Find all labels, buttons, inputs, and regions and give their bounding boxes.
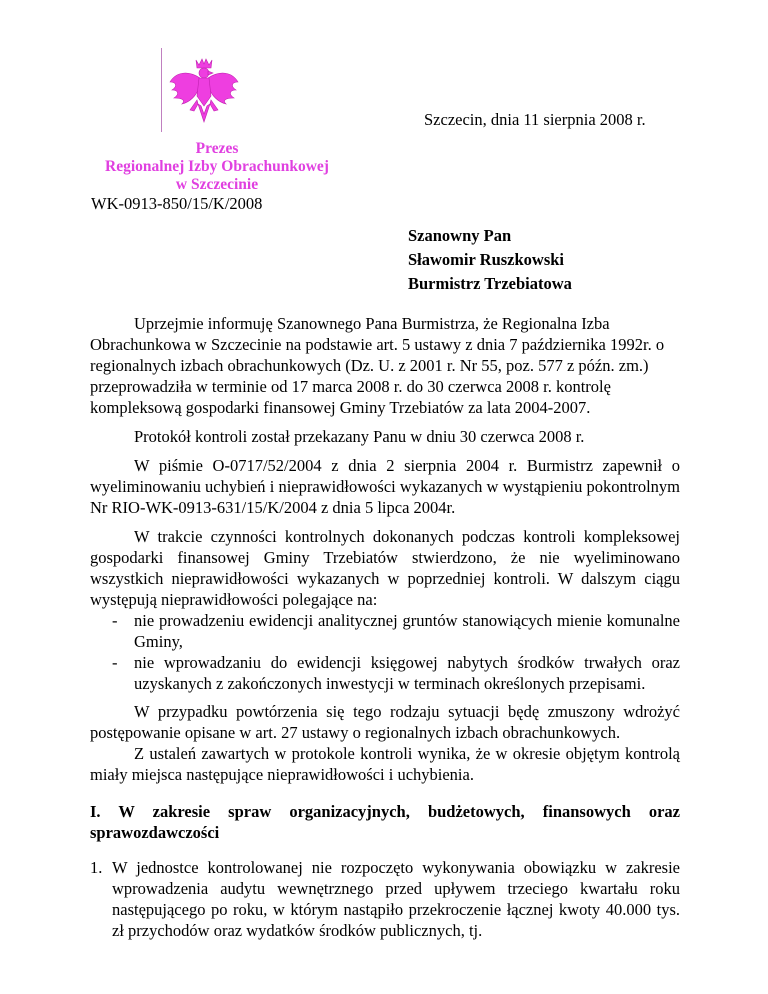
- addressee-title: Burmistrz Trzebiatowa: [408, 274, 572, 293]
- addressee-salutation: Szanowny Pan: [408, 226, 512, 245]
- section-heading: I. W zakresie spraw organizacyjnych, budżetowych, finansowych oraz sprawozdawczości: [90, 802, 680, 842]
- list-dash: -: [112, 653, 118, 672]
- issuer-institution: Regionalnej Izby Obrachunkowej: [105, 158, 329, 175]
- issuer-city: w Szczecinie: [175, 176, 259, 193]
- list-dash: -: [112, 611, 118, 630]
- addressee-block: [408, 224, 572, 296]
- city-date: Szczecin, dnia 11 sierpnia 2008 r.: [424, 110, 646, 129]
- letterhead-rule: [161, 48, 162, 132]
- paragraph-findings-summary: Z ustaleń zawartych w protokole kontroli wynika, że w okresie objętym kontrolą miały miejsca następujące nieprawidłowości i uchybienia.: [90, 744, 680, 784]
- paragraph-warning: W przypadku powtórzenia się tego rodzaju sytuacji będę zmuszony wdrożyć postępowanie opisane w art. 27 ustawy o regionalnych izbach obrachunkowych.: [90, 702, 680, 742]
- reference-number: WK-0913-850/15/K/2008: [91, 194, 263, 213]
- item-number: 1.: [90, 858, 103, 877]
- issuer-title: Prezes: [195, 140, 239, 157]
- paragraph-findings: W trakcie czynności kontrolnych dokonanych podczas kontroli kompleksowej gospodarki finansowej Gminy Trzebiatów stwierdzono, że nie wyeliminowano wszystkich nieprawidłowości wykazanych w poprzedniej kontroli. W dalszym ciągu występują nieprawidłowości polegające na:: [90, 527, 680, 609]
- addressee-name: Sławomir Ruszkowski: [408, 250, 565, 269]
- paragraph-intro: Uprzejmie informuję Szanownego Pana Burmistrza, że Regionalna Izba Obrachunkowa w Szczecinie na podstawie art. 5 ustawy z dnia 7 października 1992r. o regionalnych izbach obrachunkowych (Dz. U. z 2001 r. Nr 55, poz. 577 z późn. zm.) przeprowadziła w terminie od 17 marca 2008 r. do 30 czerwca 2008 r. kontrolę kompleksową gospodarki finansowej Gminy Trzebiatów za lata 2004-2007.: [90, 314, 665, 417]
- irregularities-list: [90, 610, 680, 694]
- letter-body: [90, 313, 680, 941]
- numbered-list: [90, 857, 680, 941]
- list-item: - nie prowadzeniu ewidencji analitycznej gruntów stanowiących mienie komunalne Gminy,: [112, 611, 680, 651]
- polish-eagle-emblem-icon: [168, 56, 240, 128]
- issuer-block: [90, 140, 344, 194]
- paragraph-protocol: Protokół kontroli został przekazany Panu w dniu 30 czerwca 2008 r.: [134, 427, 585, 446]
- paragraph-previous-letter: W piśmie O-0717/52/2004 z dnia 2 sierpnia 2004 r. Burmistrz zapewnił o wyeliminowaniu uchybień i nieprawidłowości wykazanych w wystąpieniu pokontrolnym Nr RIO-WK-0913-631/15/K/2004 z dnia 5 lipca 2004r.: [90, 456, 680, 517]
- list-item: - nie wprowadzaniu do ewidencji księgowej nabytych środków trwałych oraz uzyskanych z zakończonych inwestycji w terminach określonych przepisami.: [112, 653, 680, 693]
- list-item: 1. W jednostce kontrolowanej nie rozpoczęto wykonywania obowiązku w zakresie wprowadzenia audytu wewnętrznego przed upływem trzeciego kwartału roku następującego po roku, w którym nastąpiło przekroczenie łącznej kwoty 40.000 tys. zł przychodów oraz wydatków środków publicznych, tj.: [90, 858, 680, 940]
